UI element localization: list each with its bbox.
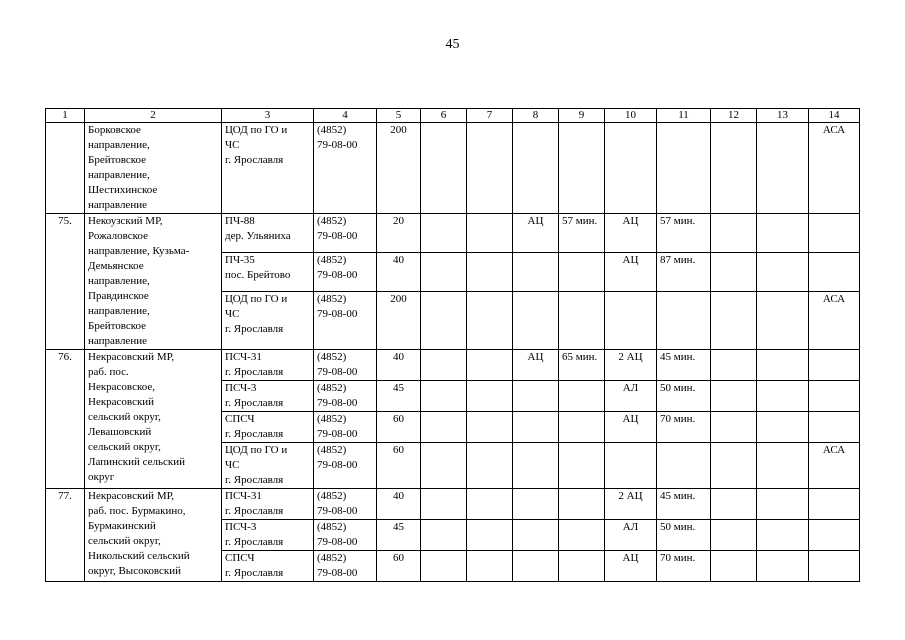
phone-cell: (4852) 79-08-00 xyxy=(314,520,377,551)
unit-cell: ЦОД по ГО и ЧС г. Ярославля xyxy=(222,443,314,489)
distance-cell: 45 xyxy=(377,520,421,551)
column-number-5: 5 xyxy=(377,109,421,123)
col7-cell xyxy=(467,253,513,292)
first-vehicle-cell xyxy=(513,412,559,443)
col13-cell xyxy=(757,412,809,443)
first-time-cell: 65 мин. xyxy=(559,350,605,381)
second-time-cell: 70 мин. xyxy=(657,551,711,582)
second-vehicle-cell: 2 АЦ xyxy=(605,350,657,381)
unit-cell: ПСЧ-3 г. Ярославля xyxy=(222,520,314,551)
col6-cell xyxy=(421,520,467,551)
second-vehicle-cell xyxy=(605,123,657,214)
table-body xyxy=(46,109,860,582)
col7-cell xyxy=(467,443,513,489)
second-vehicle-cell: 2 АЦ xyxy=(605,489,657,520)
column-number-14: 14 xyxy=(809,109,860,123)
phone-cell: (4852) 79-08-00 xyxy=(314,412,377,443)
col7-cell xyxy=(467,489,513,520)
first-vehicle-cell xyxy=(513,443,559,489)
column-number-11: 11 xyxy=(657,109,711,123)
table-row xyxy=(46,123,860,214)
first-time-cell xyxy=(559,489,605,520)
col7-cell xyxy=(467,551,513,582)
second-time-cell: 70 мин. xyxy=(657,412,711,443)
second-vehicle-cell xyxy=(605,292,657,350)
col12-cell xyxy=(711,123,757,214)
col13-cell xyxy=(757,292,809,350)
first-vehicle-cell xyxy=(513,123,559,214)
second-time-cell: 50 мин. xyxy=(657,381,711,412)
col12-cell xyxy=(711,253,757,292)
unit-cell: ПСЧ-3 г. Ярославля xyxy=(222,381,314,412)
phone-cell: (4852) 79-08-00 xyxy=(314,489,377,520)
distance-cell: 40 xyxy=(377,350,421,381)
col12-cell xyxy=(711,412,757,443)
first-vehicle-cell xyxy=(513,381,559,412)
rescue-cell xyxy=(809,350,860,381)
col7-cell xyxy=(467,350,513,381)
first-vehicle-cell: АЦ xyxy=(513,214,559,253)
col7-cell xyxy=(467,412,513,443)
phone-cell: (4852) 79-08-00 xyxy=(314,292,377,350)
distance-cell: 60 xyxy=(377,443,421,489)
col6-cell xyxy=(421,489,467,520)
area-cell: Некоузский МР, Рожаловское направление, Кузьма- Демьянское направление, Правдинское направление, Брейтовское направление xyxy=(85,214,222,350)
row-number-cell: 77. xyxy=(46,489,85,582)
column-number-12: 12 xyxy=(711,109,757,123)
column-number-2: 2 xyxy=(85,109,222,123)
column-number-row xyxy=(46,109,860,123)
table-row xyxy=(46,350,860,381)
first-time-cell xyxy=(559,381,605,412)
col13-cell xyxy=(757,443,809,489)
first-time-cell: 57 мин. xyxy=(559,214,605,253)
rescue-cell: АСА xyxy=(809,292,860,350)
distance-cell: 40 xyxy=(377,253,421,292)
phone-cell: (4852) 79-08-00 xyxy=(314,214,377,253)
col6-cell xyxy=(421,214,467,253)
col13-cell xyxy=(757,551,809,582)
col12-cell xyxy=(711,350,757,381)
fire-response-table xyxy=(45,108,860,582)
col12-cell xyxy=(711,381,757,412)
second-vehicle-cell: АЦ xyxy=(605,551,657,582)
rescue-cell xyxy=(809,381,860,412)
distance-cell: 60 xyxy=(377,551,421,582)
second-time-cell xyxy=(657,123,711,214)
rescue-cell xyxy=(809,551,860,582)
second-vehicle-cell: АЛ xyxy=(605,381,657,412)
col13-cell xyxy=(757,123,809,214)
area-cell: Борковское направление, Брейтовское направление, Шестихинское направление xyxy=(85,123,222,214)
col12-cell xyxy=(711,489,757,520)
col7-cell xyxy=(467,520,513,551)
distance-cell: 20 xyxy=(377,214,421,253)
distance-cell: 40 xyxy=(377,489,421,520)
column-number-1: 1 xyxy=(46,109,85,123)
col13-cell xyxy=(757,350,809,381)
unit-cell: ПЧ-88 дер. Ульяниха xyxy=(222,214,314,253)
distance-cell: 200 xyxy=(377,123,421,214)
rescue-cell xyxy=(809,214,860,253)
col6-cell xyxy=(421,123,467,214)
second-vehicle-cell: АЦ xyxy=(605,412,657,443)
col6-cell xyxy=(421,381,467,412)
area-cell: Некрасовский МР, раб. пос. Некрасовское, Некрасовский сельский округ, Левашовский сельский округ, Лапинский сельский округ xyxy=(85,350,222,489)
unit-cell: ЦОД по ГО и ЧС г. Ярославля xyxy=(222,292,314,350)
rescue-cell: АСА xyxy=(809,443,860,489)
col6-cell xyxy=(421,253,467,292)
page-number: 45 xyxy=(445,37,460,52)
first-time-cell xyxy=(559,443,605,489)
unit-cell: ПСЧ-31 г. Ярославля xyxy=(222,350,314,381)
column-number-13: 13 xyxy=(757,109,809,123)
col12-cell xyxy=(711,551,757,582)
second-time-cell: 45 мин. xyxy=(657,350,711,381)
second-vehicle-cell: АЦ xyxy=(605,253,657,292)
phone-cell: (4852) 79-08-00 xyxy=(314,350,377,381)
column-number-3: 3 xyxy=(222,109,314,123)
phone-cell: (4852) 79-08-00 xyxy=(314,123,377,214)
column-number-10: 10 xyxy=(605,109,657,123)
unit-cell: СПСЧ г. Ярославля xyxy=(222,412,314,443)
col7-cell xyxy=(467,381,513,412)
rescue-cell xyxy=(809,412,860,443)
row-number-cell: 75. xyxy=(46,214,85,350)
col13-cell xyxy=(757,381,809,412)
col12-cell xyxy=(711,214,757,253)
second-time-cell xyxy=(657,292,711,350)
table-row xyxy=(46,214,860,253)
col12-cell xyxy=(711,292,757,350)
first-vehicle-cell xyxy=(513,520,559,551)
phone-cell: (4852) 79-08-00 xyxy=(314,443,377,489)
first-time-cell xyxy=(559,292,605,350)
second-vehicle-cell: АЛ xyxy=(605,520,657,551)
col7-cell xyxy=(467,214,513,253)
row-number-cell: 76. xyxy=(46,350,85,489)
unit-cell: СПСЧ г. Ярославля xyxy=(222,551,314,582)
distance-cell: 45 xyxy=(377,381,421,412)
row-number-cell xyxy=(46,123,85,214)
col13-cell xyxy=(757,214,809,253)
phone-cell: (4852) 79-08-00 xyxy=(314,551,377,582)
first-vehicle-cell xyxy=(513,292,559,350)
rescue-cell xyxy=(809,253,860,292)
area-cell: Некрасовский МР, раб. пос. Бурмакино, Бурмакинский сельский округ, Никольский сельский округ, Высоковский xyxy=(85,489,222,582)
unit-cell: ПСЧ-31 г. Ярославля xyxy=(222,489,314,520)
second-time-cell: 87 мин. xyxy=(657,253,711,292)
second-time-cell: 45 мин. xyxy=(657,489,711,520)
col6-cell xyxy=(421,551,467,582)
col13-cell xyxy=(757,253,809,292)
col7-cell xyxy=(467,292,513,350)
rescue-cell xyxy=(809,489,860,520)
first-time-cell xyxy=(559,520,605,551)
first-vehicle-cell xyxy=(513,489,559,520)
second-time-cell: 50 мин. xyxy=(657,520,711,551)
phone-cell: (4852) 79-08-00 xyxy=(314,253,377,292)
second-vehicle-cell xyxy=(605,443,657,489)
table-row xyxy=(46,489,860,520)
column-number-9: 9 xyxy=(559,109,605,123)
unit-cell: ЦОД по ГО и ЧС г. Ярославля xyxy=(222,123,314,214)
col7-cell xyxy=(467,123,513,214)
first-time-cell xyxy=(559,123,605,214)
col13-cell xyxy=(757,520,809,551)
first-vehicle-cell xyxy=(513,253,559,292)
distance-cell: 200 xyxy=(377,292,421,350)
first-vehicle-cell xyxy=(513,551,559,582)
distance-cell: 60 xyxy=(377,412,421,443)
phone-cell: (4852) 79-08-00 xyxy=(314,381,377,412)
second-time-cell: 57 мин. xyxy=(657,214,711,253)
col12-cell xyxy=(711,520,757,551)
rescue-cell xyxy=(809,520,860,551)
col6-cell xyxy=(421,350,467,381)
first-vehicle-cell: АЦ xyxy=(513,350,559,381)
first-time-cell xyxy=(559,551,605,582)
col6-cell xyxy=(421,412,467,443)
col6-cell xyxy=(421,292,467,350)
column-number-8: 8 xyxy=(513,109,559,123)
col13-cell xyxy=(757,489,809,520)
column-number-7: 7 xyxy=(467,109,513,123)
second-vehicle-cell: АЦ xyxy=(605,214,657,253)
first-time-cell xyxy=(559,412,605,443)
second-time-cell xyxy=(657,443,711,489)
col12-cell xyxy=(711,443,757,489)
first-time-cell xyxy=(559,253,605,292)
column-number-6: 6 xyxy=(421,109,467,123)
column-number-4: 4 xyxy=(314,109,377,123)
unit-cell: ПЧ-35 пос. Брейтово xyxy=(222,253,314,292)
col6-cell xyxy=(421,443,467,489)
rescue-cell: АСА xyxy=(809,123,860,214)
